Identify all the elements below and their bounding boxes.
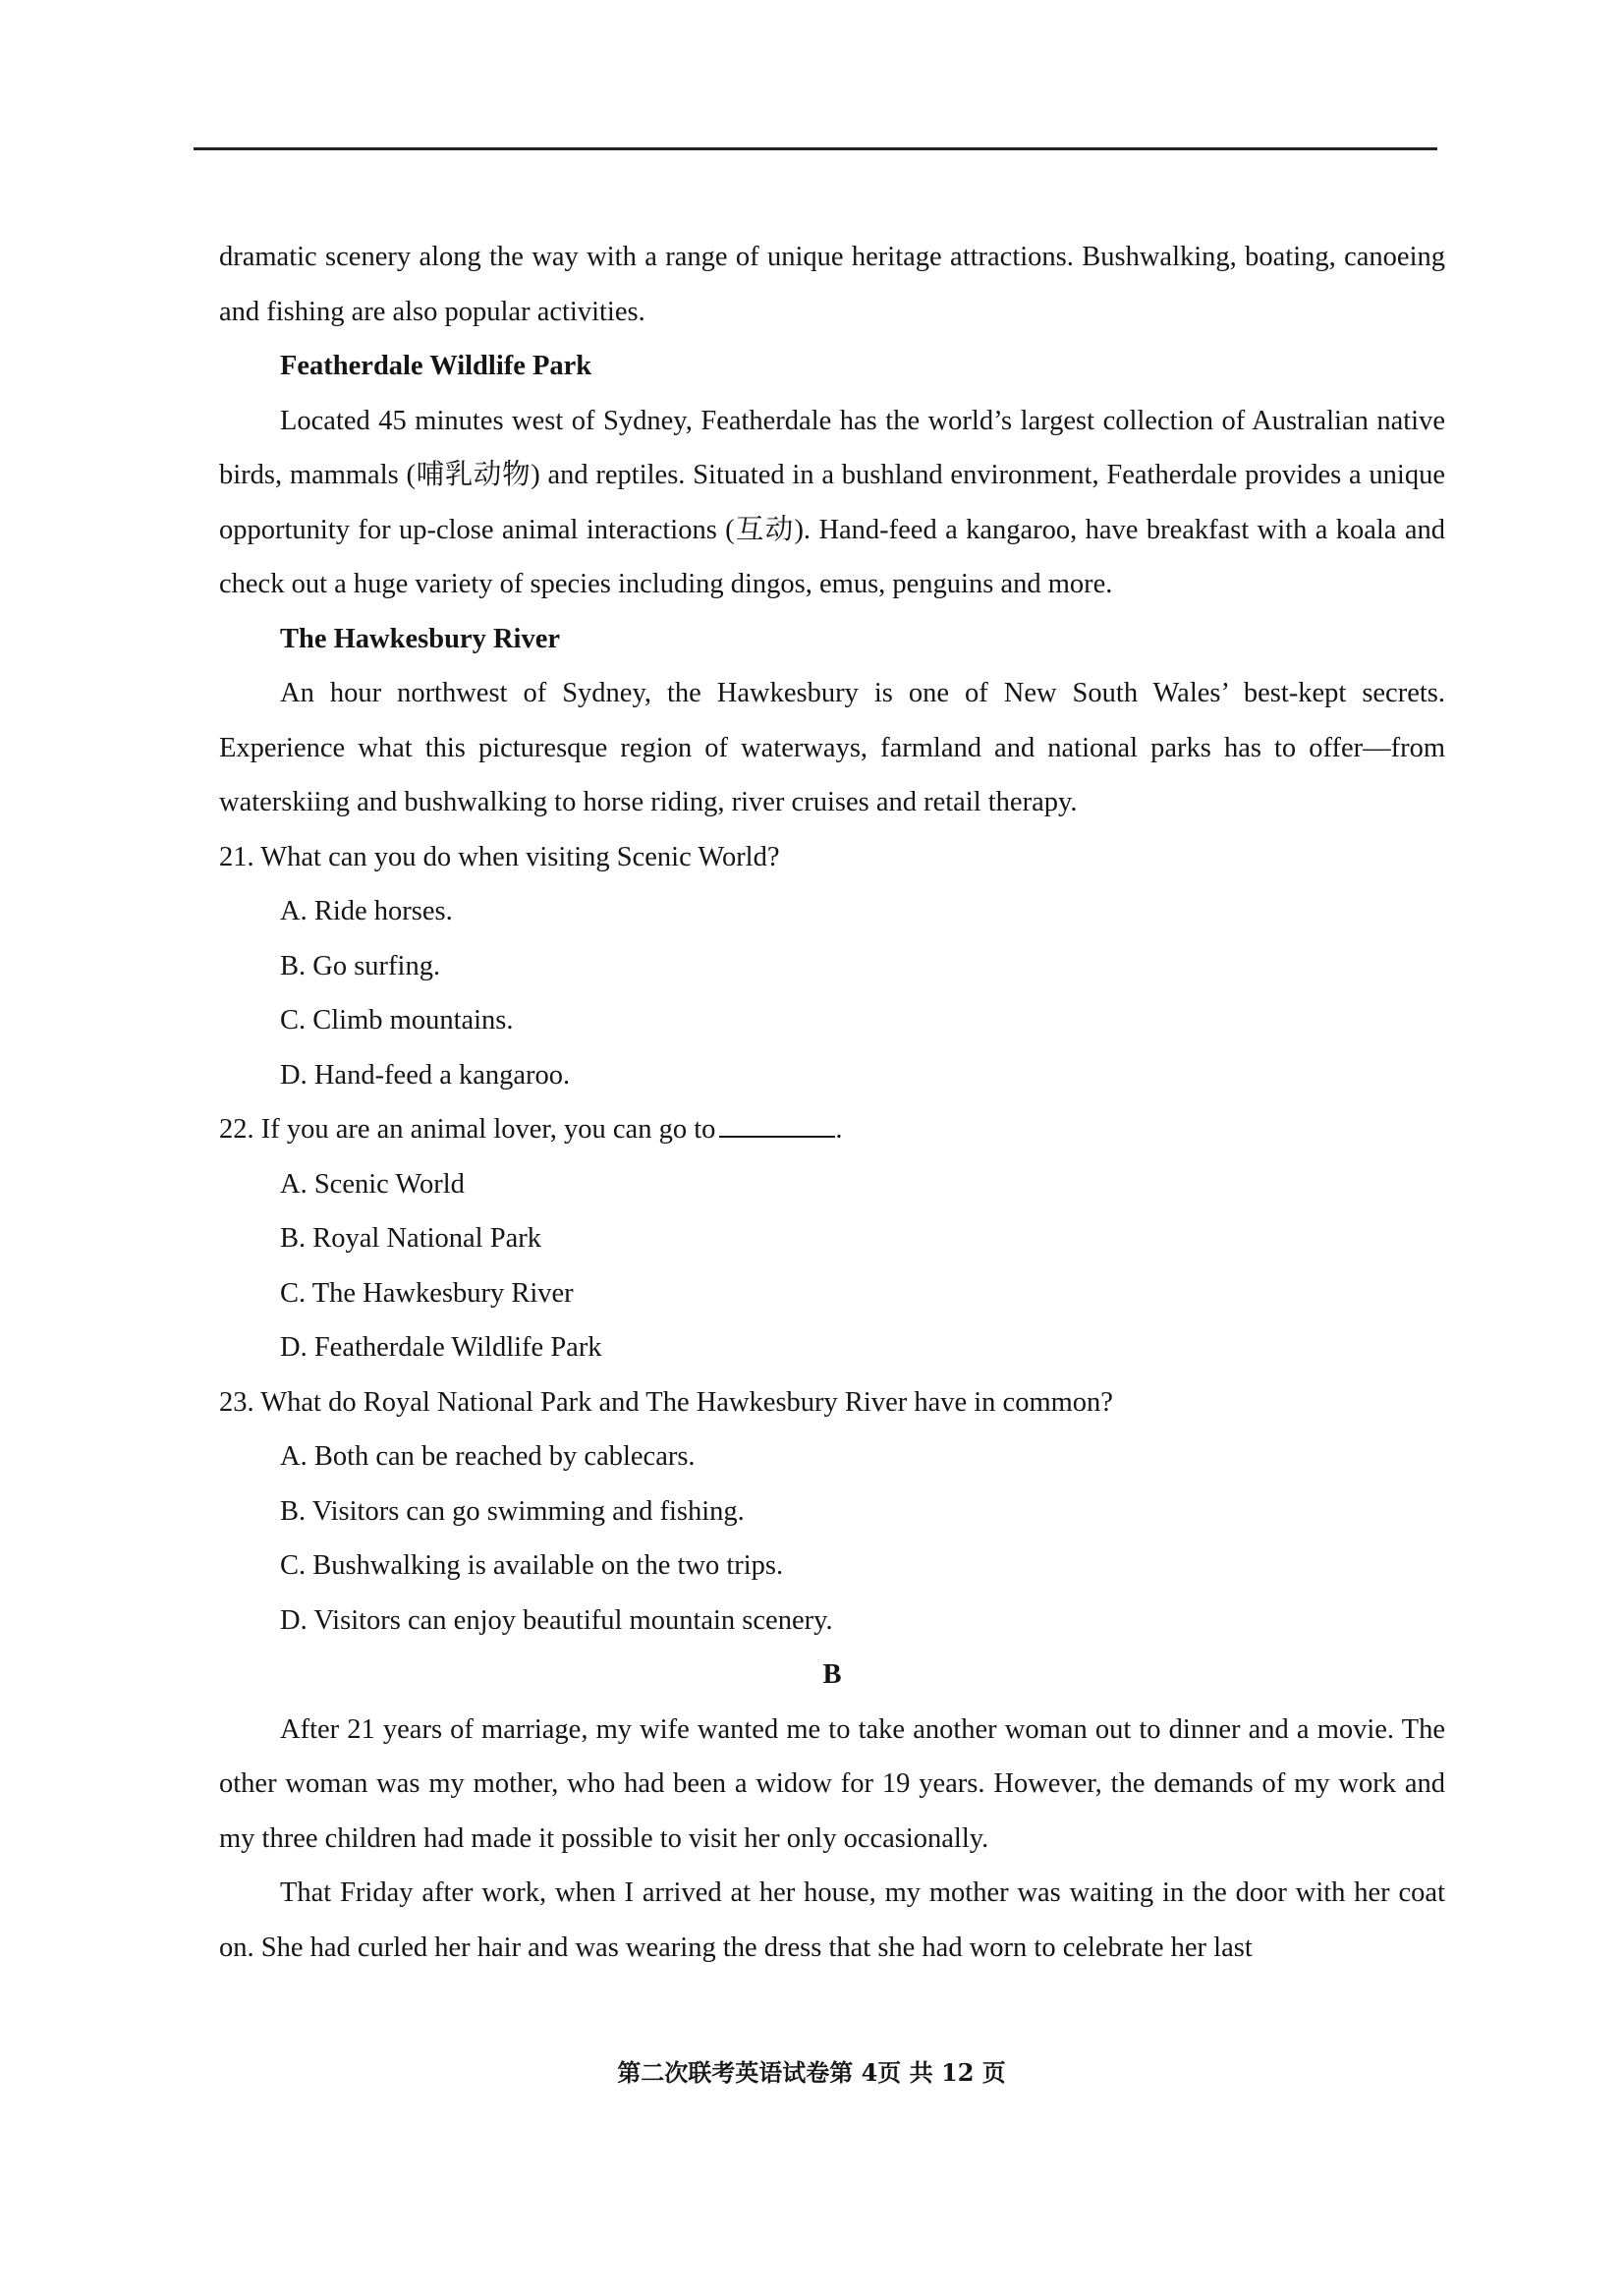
option-c: C. Bushwalking is available on the two trips. [280, 1550, 784, 1581]
page-content [219, 230, 1445, 1975]
option-a: A. Scenic World [280, 1168, 465, 1200]
section-text-hawkesbury: An hour northwest of Sydney, the Hawkesbury is one of New South Wales’ best-kept secrets. Experience what this picturesque region of waterways, farmland and national parks has to offer—from waterskiing and bushwalking to horse riding, river cruises and retail therapy. [219, 678, 1445, 817]
question-stem-line [219, 1102, 1445, 1157]
option-a: A. Ride horses. [280, 896, 453, 926]
option-b: B. Royal National Park [280, 1223, 541, 1254]
question-stem: 21. What can you do when visiting Scenic World? [219, 841, 780, 872]
option-d: D. Featherdale Wildlife Park [280, 1332, 602, 1363]
question-23 [219, 1375, 1445, 1649]
question-stem-end: . [835, 1114, 843, 1145]
question-22 [219, 1102, 1445, 1375]
option-d: D. Hand-feed a kangaroo. [280, 1059, 571, 1091]
section-heading-hawkesbury: The Hawkesbury River [280, 623, 560, 654]
option-a: A. Both can be reached by cablecars. [280, 1441, 696, 1472]
section-heading-featherdale: Featherdale Wildlife Park [280, 351, 592, 381]
question-stem: 23. What do Royal National Park and The Hawkesbury River have in common? [219, 1386, 1113, 1418]
passage-continuation: dramatic scenery along the way with a range of unique heritage attractions. Bushwalking, boating, canoeing and fishing are also popular activities. [219, 242, 1445, 327]
page-footer: 第二次联考英语试卷第 4页 共 12 页 [617, 2058, 1006, 2087]
question-21 [219, 830, 1445, 1103]
top-rule [194, 147, 1437, 150]
answer-blank [719, 1114, 835, 1138]
option-b: B. Visitors can go swimming and fishing. [280, 1495, 745, 1527]
passage-b-paragraph: That Friday after work, when I arrived at her house, my mother was waiting in the door with her coat on. She had curled her hair and was wearing the dress that she had worn to celebrate her last [219, 1877, 1445, 1963]
option-d: D. Visitors can enjoy beautiful mountain scenery. [280, 1604, 833, 1636]
option-c: C. Climb mountains. [280, 1005, 514, 1036]
passage-b-paragraph: After 21 years of marriage, my wife wanted me to take another woman out to dinner and a movie. The other woman was my mother, who had been a widow for 19 years. However, the demands of my work and my three children had made it possible to visit her only occasionally. [219, 1713, 1445, 1854]
section-text-featherdale: Located 45 minutes west of Sydney, Featherdale has the world’s largest collection of Australian native birds, mammals (哺乳动物) and reptiles. Situated in a bushland environment, Featherdale provides a unique opportunity for up-close animal interactions (互动). Hand-feed a kangaroo, have breakfast with a koala and check out a huge variety of species including dingos, emus, penguins and more. [219, 405, 1445, 599]
section-letter-b: B [822, 1659, 842, 1690]
question-stem: 22. If you are an animal lover, you can go to [219, 1114, 716, 1145]
option-c: C. The Hawkesbury River [280, 1277, 574, 1309]
option-b: B. Go surfing. [280, 950, 441, 981]
